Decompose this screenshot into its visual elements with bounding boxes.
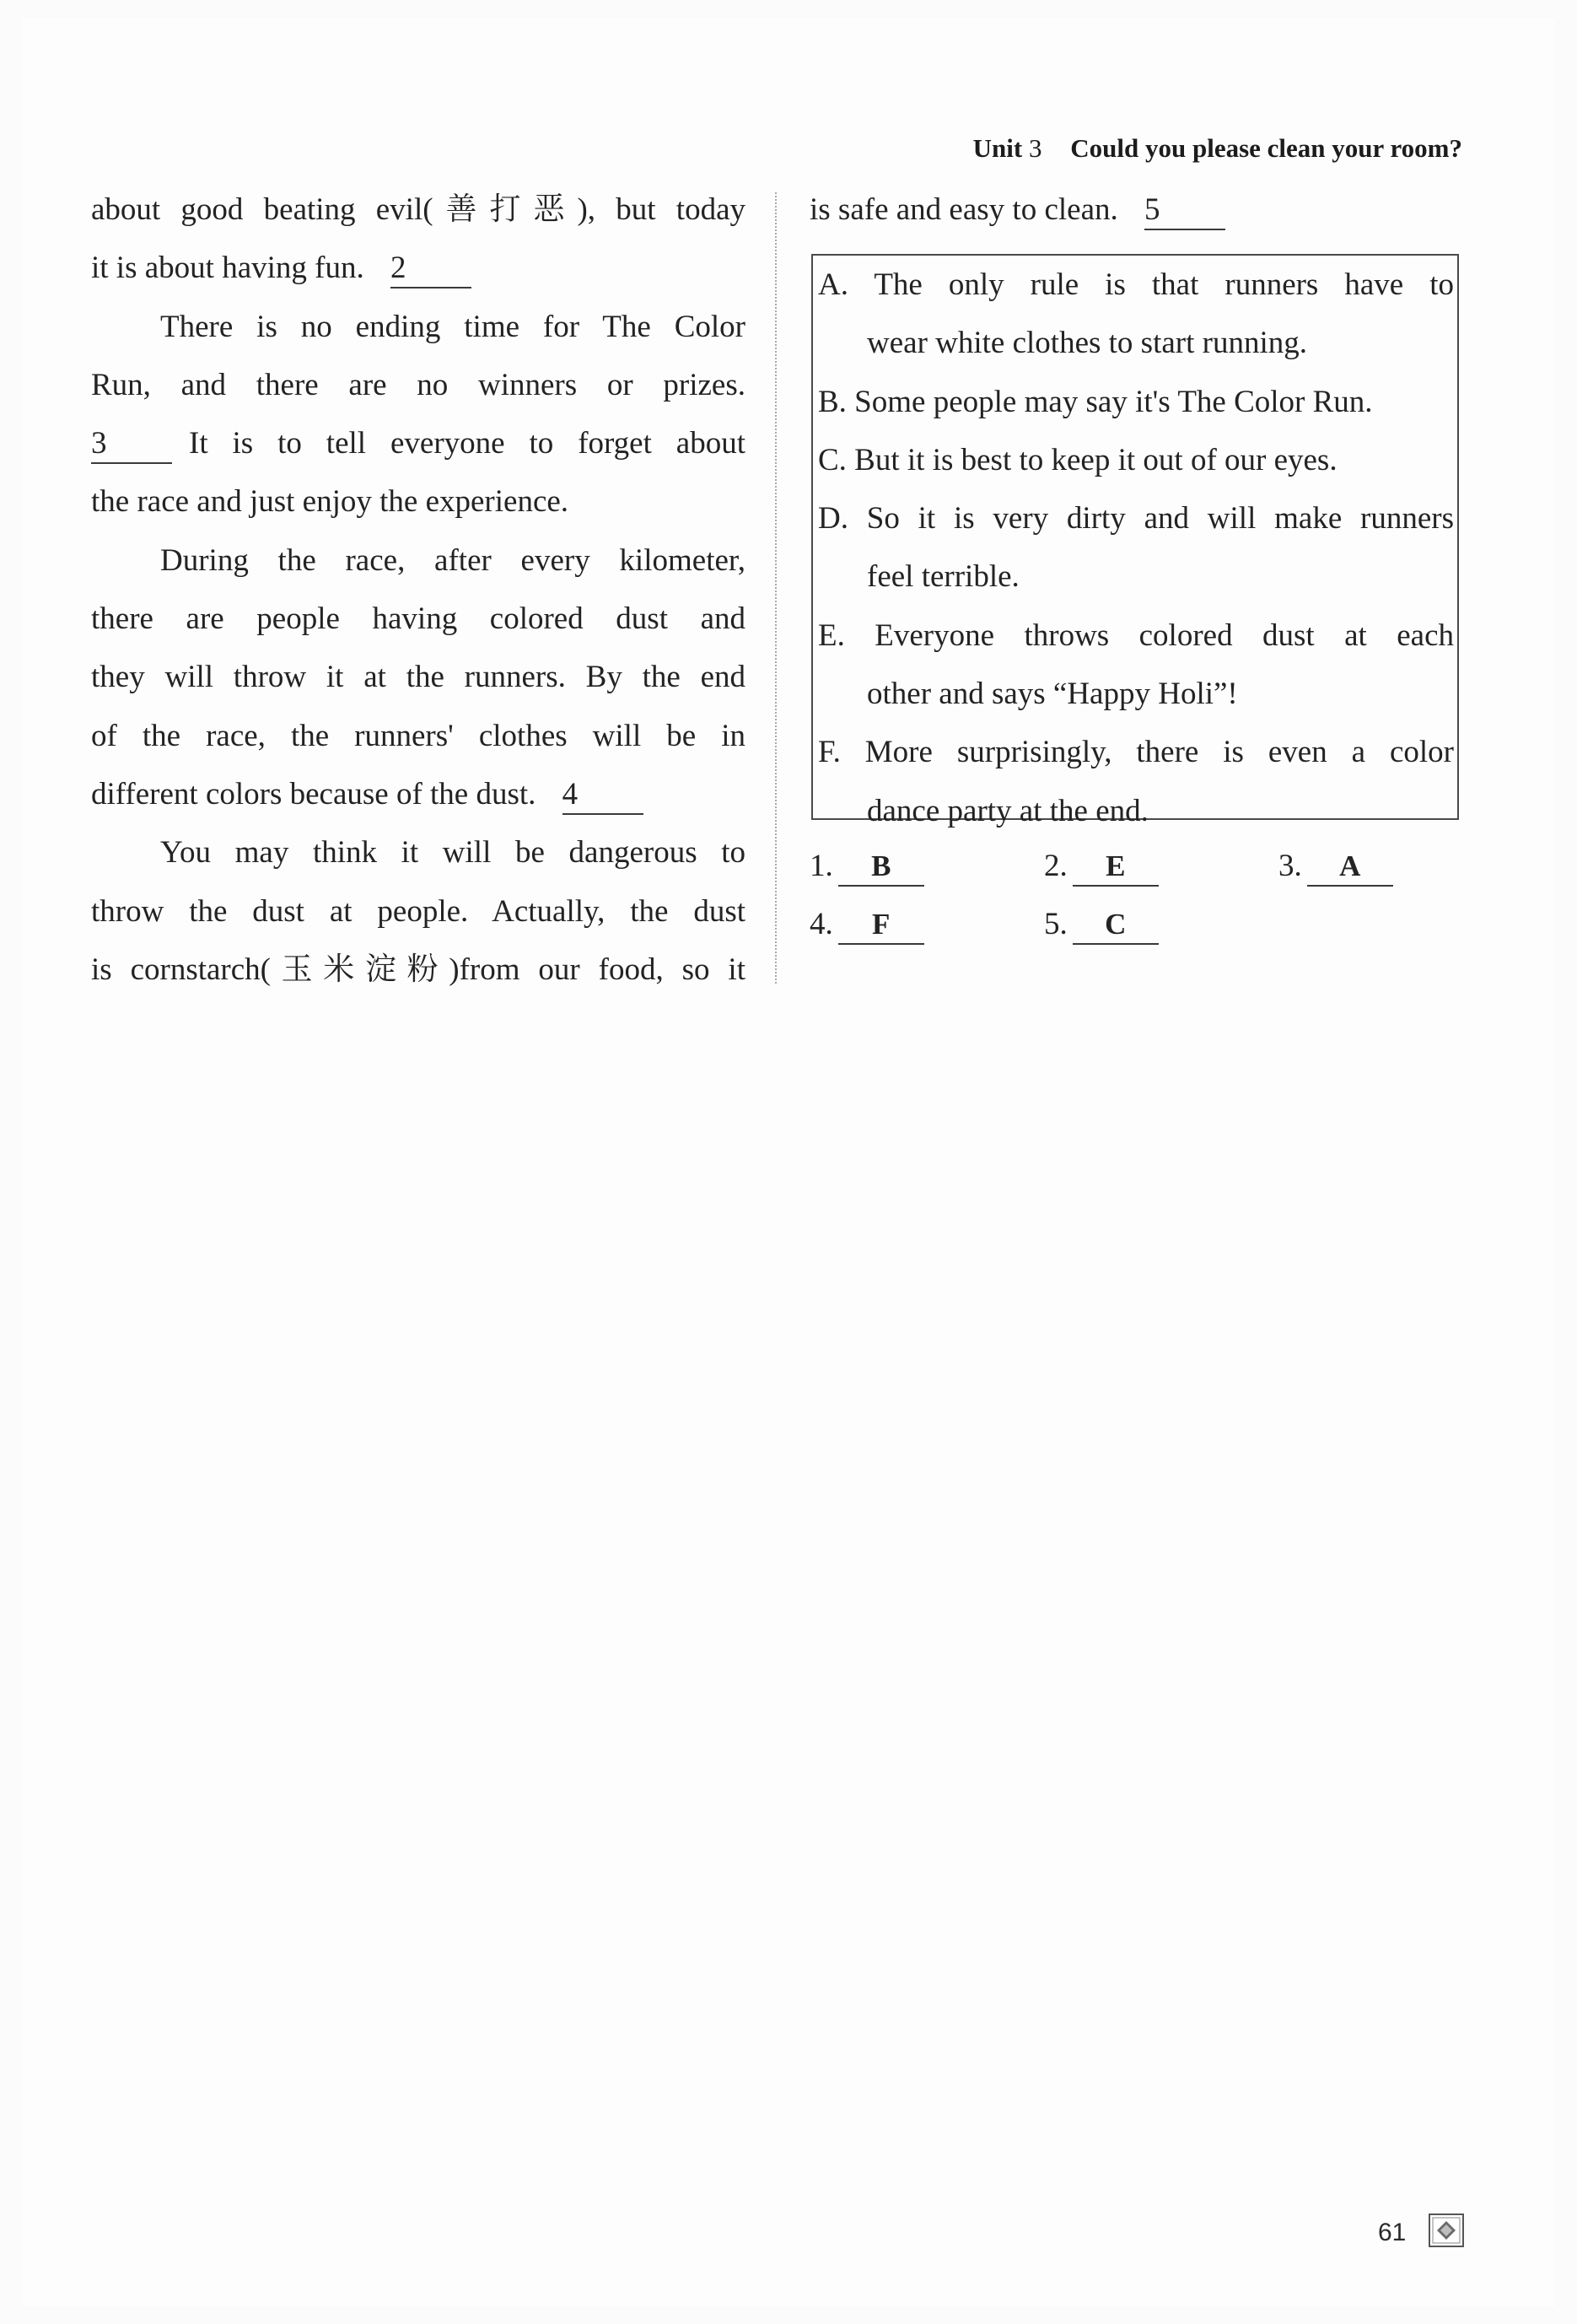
answer-value: C — [1073, 906, 1159, 945]
answer-item — [1044, 837, 1278, 895]
option-b — [818, 373, 1454, 431]
answer-number: 4. — [810, 907, 833, 941]
answer-value: F — [838, 906, 924, 945]
text-line: there are people having colored dust and — [91, 601, 745, 637]
text-line: There is no ending time for The Color — [160, 309, 745, 344]
text-line: During the race, after every kilometer, — [160, 542, 745, 578]
unit-title: Could you please clean your room? — [1070, 133, 1462, 163]
option-c — [818, 431, 1454, 489]
text-line — [91, 765, 745, 823]
text-line: the race and just enjoy the experience. — [91, 484, 569, 520]
text-line — [91, 239, 745, 297]
text-segment: it is about having fun. — [91, 251, 364, 286]
text-segment: different colors because of the dust. — [91, 776, 536, 812]
answer-number: 1. — [810, 849, 833, 883]
option-a — [818, 256, 1454, 373]
text-line: of the race, the runners' clothes will be in — [91, 718, 745, 753]
unit-number: 3 — [1029, 133, 1042, 163]
column-divider — [775, 192, 777, 984]
option-line: other and says “Happy Holi”! — [867, 677, 1238, 712]
option-line: A. The only rule is that runners have to — [818, 267, 1454, 302]
answer-blank-2: 2 — [390, 250, 471, 288]
text-line: throw the dust at people. Actually, the dust — [91, 893, 745, 929]
answer-number: 5. — [1044, 907, 1068, 941]
answer-item — [810, 895, 1044, 953]
text-segment: It is to tell everyone to forget about — [189, 426, 745, 461]
text-line: Run, and there are no winners or prizes. — [91, 367, 745, 402]
answer-number: 2. — [1044, 849, 1068, 883]
answer-value: E — [1073, 848, 1159, 887]
option-line: D. So it is very dirty and will make runners — [818, 501, 1454, 537]
text-line: You may think it will be dangerous to — [160, 835, 745, 871]
answer-blank-4: 4 — [562, 776, 643, 815]
answer-item — [1044, 895, 1278, 953]
answer-row — [810, 837, 1467, 895]
option-line: C. But it is best to keep it out of our eyes. — [818, 442, 1337, 477]
text-line: they will throw it at the runners. By the end — [91, 660, 745, 695]
option-line: B. Some people may say it's The Color Run. — [818, 384, 1373, 419]
answer-value: A — [1307, 848, 1393, 887]
options-box — [811, 254, 1459, 828]
unit-label: Unit — [972, 133, 1023, 163]
text-line: is cornstarch(玉米淀粉)from our food, so it — [91, 952, 745, 987]
option-f — [818, 723, 1454, 840]
left-column — [91, 181, 745, 999]
answer-blank-3: 3 — [91, 425, 172, 464]
text-line: about good beating evil(善打恶), but today — [91, 192, 745, 227]
option-line: wear white clothes to start running. — [867, 326, 1307, 361]
diamond-icon — [1429, 2213, 1464, 2247]
text-segment: is safe and easy to clean. — [810, 192, 1118, 227]
option-line: dance party at the end. — [867, 793, 1149, 828]
answer-item — [1278, 837, 1513, 895]
option-e — [818, 607, 1454, 724]
answer-blank-5: 5 — [1144, 191, 1225, 230]
option-line: E. Everyone throws colored dust at each — [818, 617, 1454, 653]
answer-key — [810, 837, 1467, 953]
answer-item — [810, 837, 1044, 895]
running-header — [973, 133, 1462, 164]
right-column — [810, 181, 1461, 239]
answer-number: 3. — [1278, 849, 1302, 883]
text-line — [810, 181, 1461, 239]
answer-value: B — [838, 848, 924, 887]
answer-row — [810, 895, 1467, 953]
page-number: 61 — [1378, 2219, 1407, 2246]
text-line — [91, 414, 745, 472]
option-line: feel terrible. — [867, 559, 1020, 595]
option-line: F. More surprisingly, there is even a color — [818, 735, 1454, 770]
option-d — [818, 489, 1454, 607]
